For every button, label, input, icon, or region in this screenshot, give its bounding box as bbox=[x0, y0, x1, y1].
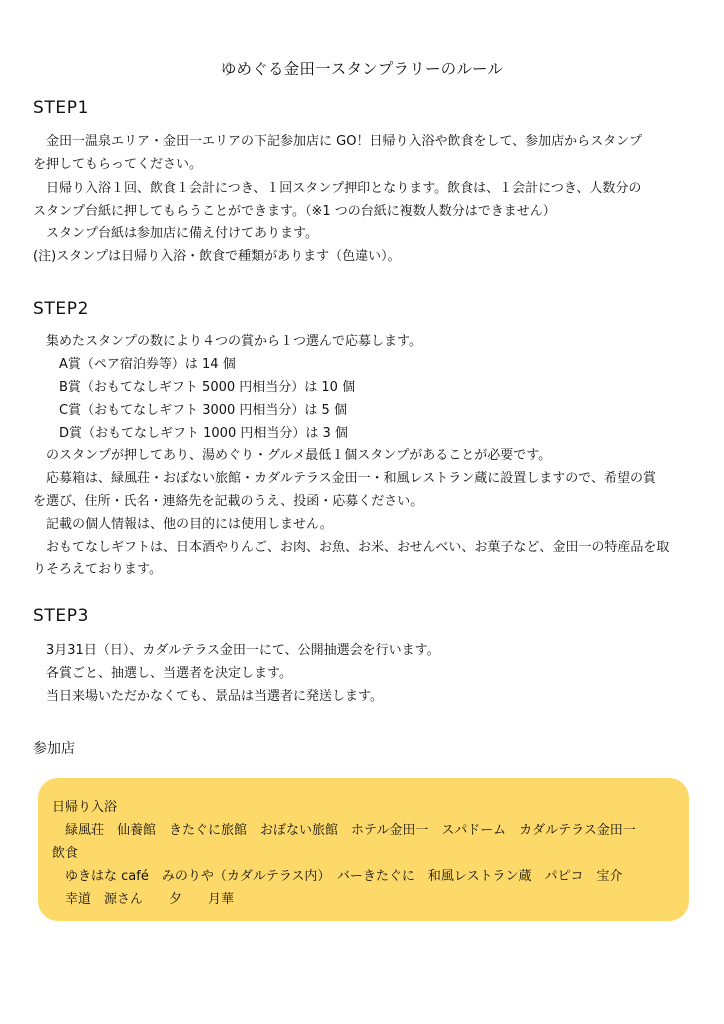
step1-line: (注)スタンプは日帰り入浴・飲食で種類があります（色違い）。 bbox=[33, 249, 401, 264]
step2-line: のスタンプが押してあり、湯めぐり・グルメ最低１個スタンプがあることが必要です。 bbox=[33, 448, 552, 463]
step2-line: 応募箱は、緑風荘・おぼない旅館・カダルテラス金田一・和風レストラン蔵に設置しますので、希望の賞 bbox=[33, 471, 656, 486]
step3-line: 当日来場いただかなくても、景品は当選者に発送します。 bbox=[33, 689, 383, 704]
prize-c-line: C賞（おもてなしギフト 3000 円相当分）は 5 個 bbox=[33, 403, 347, 418]
step3-line: 各賞ごと、抽選し、当選者を決定します。 bbox=[33, 666, 292, 681]
step1-line: 金田一温泉エリア・金田一エリアの下記参加店に GO！日帰り入浴や飲食をして、参加店からスタンプ bbox=[33, 134, 643, 149]
prize-d-line: D賞（おもてなしギフト 1000 円相当分）は 3 個 bbox=[33, 426, 348, 441]
step2-line: 記載の個人情報は、他の目的には使用しません。 bbox=[33, 517, 333, 532]
step2-line: おもてなしギフトは、日本酒やりんご、お肉、お魚、お米、おせんべい、お菓子など、金田一の特産品を取 bbox=[33, 540, 670, 555]
shops-heading: 参加店 bbox=[33, 741, 75, 757]
shop-list-dining: ゆきはな café みのりや（カダルテラス内） バーきたぐに 和風レストラン蔵 パピコ 宝介 bbox=[52, 869, 623, 884]
shop-category-dining: 飲食 bbox=[52, 846, 79, 861]
step1-line: 日帰り入浴１回、飲食１会計につき、１回スタンプ押印となります。飲食は、１会計につき、人数分の bbox=[33, 181, 642, 196]
step2-line: りそろえております。 bbox=[33, 562, 162, 577]
step3-line: 3月31日（日）、カダルテラス金田一にて、公開抽選会を行います。 bbox=[33, 643, 440, 658]
step1-line: スタンプ台紙は参加店に備え付けてあります。 bbox=[33, 226, 318, 241]
step3-heading: STEP3 bbox=[33, 606, 89, 626]
prize-a-line: A賞（ペア宿泊券等）は 14 個 bbox=[33, 357, 236, 372]
step2-line: 集めたスタンプの数により４つの賞から１つ選んで応募します。 bbox=[33, 334, 422, 349]
prize-b-line: B賞（おもてなしギフト 5000 円相当分）は 10 個 bbox=[33, 380, 356, 395]
step1-heading: STEP1 bbox=[33, 98, 89, 118]
step2-heading: STEP2 bbox=[33, 299, 89, 319]
shop-category-bathing: 日帰り入浴 bbox=[52, 800, 118, 815]
page-title: ゆめぐる金田一スタンプラリーのルール bbox=[220, 60, 504, 78]
shop-list-dining: 幸道 源さん 夕 月華 bbox=[52, 892, 235, 907]
shop-list-bathing: 緑風荘 仙養館 きたぐに旅館 おぼない旅館 ホテル金田一 スパドーム カダルテラス金田一 bbox=[52, 823, 636, 838]
step2-line: を選び、住所・氏名・連絡先を記載のうえ、投函・応募ください。 bbox=[33, 494, 424, 509]
step1-line: スタンプ台紙に押してもらうことができます。（※1 つの台紙に複数人数分はできません） bbox=[33, 204, 556, 219]
step1-line: を押してもらってください。 bbox=[33, 157, 203, 172]
